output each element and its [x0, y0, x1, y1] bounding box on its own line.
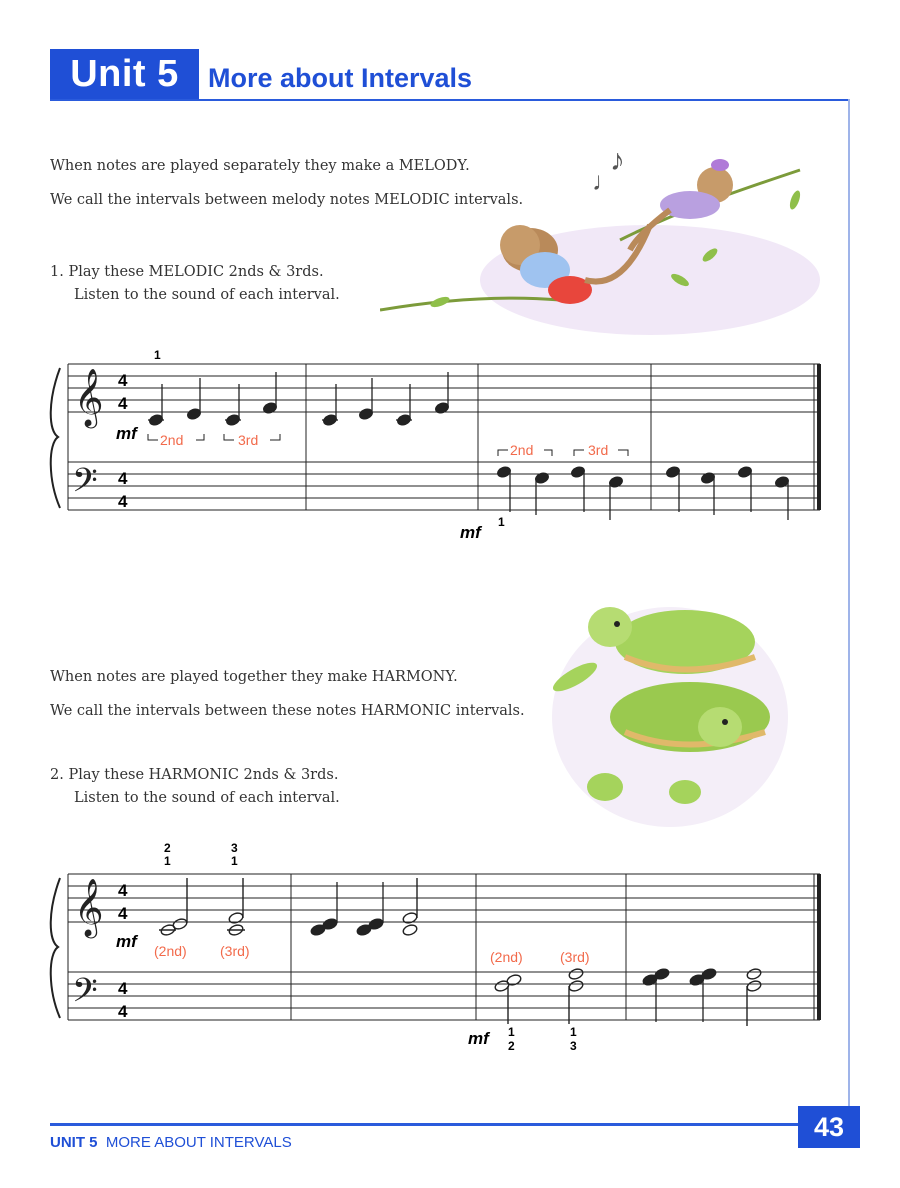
time-sig-treble-top: 4	[118, 881, 128, 900]
melody-text-1: When notes are played separately they make a MELODY.	[50, 158, 470, 174]
interval-label-2nd: (2nd)	[154, 943, 187, 959]
dynamic-mf: mf	[116, 932, 137, 951]
harmony-text-1: When notes are played together they make HARMONY.	[50, 669, 458, 685]
time-sig-treble-bottom: 4	[118, 394, 128, 413]
frame-right-rule	[848, 99, 850, 1106]
finger-number: 3	[570, 1039, 577, 1053]
melody-text-2: We call the intervals between melody notes MELODIC intervals.	[50, 192, 524, 208]
time-sig-bass-top: 4	[118, 979, 128, 998]
exercise-2-listen: Listen to the sound of each interval.	[74, 790, 340, 806]
interval-label-3rd: 3rd	[238, 432, 259, 448]
unit-badge: Unit 5	[50, 49, 199, 99]
finger-number: 2	[508, 1039, 515, 1053]
dynamic-mf: mf	[460, 523, 481, 542]
time-sig-bass-bottom: 4	[118, 1002, 128, 1021]
dynamic-mf: mf	[116, 424, 137, 443]
svg-text:♩: ♩	[592, 166, 618, 196]
score-harmonic	[48, 840, 838, 1060]
time-sig-treble-bottom: 4	[118, 904, 128, 923]
time-sig-bass-top: 4	[118, 469, 128, 488]
exercise-1-listen: Listen to the sound of each interval.	[74, 287, 340, 303]
page-number: 43	[798, 1106, 860, 1148]
svg-text:𝄢: 𝄢	[72, 463, 98, 507]
svg-text:𝄢: 𝄢	[72, 973, 98, 1017]
finger-number: 1	[508, 1025, 515, 1039]
svg-text:𝄞: 𝄞	[74, 369, 104, 425]
harmony-text-2: We call the intervals between these notes HARMONIC intervals.	[50, 703, 525, 719]
svg-text:𝄞: 𝄞	[74, 879, 104, 935]
finger-number: 1	[231, 854, 238, 868]
finger-number: 1	[570, 1025, 577, 1039]
interval-label-3rd: (3rd)	[560, 949, 590, 965]
interval-label-2nd: 2nd	[160, 432, 184, 448]
interval-label-2nd: 2nd	[510, 442, 534, 458]
finger-number: 1	[154, 348, 161, 362]
footer-label	[50, 1134, 292, 1151]
svg-text:♪: ♪	[610, 144, 625, 177]
footer-unit: UNIT 5	[50, 1134, 98, 1151]
time-sig-treble-top: 4	[118, 371, 128, 390]
score-melodic	[48, 340, 838, 550]
turtles-icon	[545, 582, 795, 837]
interval-label-2nd: (2nd)	[490, 949, 523, 965]
finger-number: 3	[231, 841, 238, 855]
finger-number: 2	[164, 841, 171, 855]
frame-top-rule	[50, 99, 850, 101]
monkeys-icon	[380, 130, 820, 340]
interval-label-3rd: (3rd)	[220, 943, 250, 959]
page-title: More about Intervals	[208, 63, 473, 93]
dynamic-mf: mf	[468, 1029, 489, 1048]
exercise-1-instruction: 1. Play these MELODIC 2nds & 3rds.	[50, 264, 324, 280]
finger-number: 1	[498, 515, 505, 529]
time-sig-bass-bottom: 4	[118, 492, 128, 511]
footer-title: MORE ABOUT INTERVALS	[105, 1134, 292, 1151]
finger-number: 1	[164, 854, 171, 868]
exercise-2-instruction: 2. Play these HARMONIC 2nds & 3rds.	[50, 767, 339, 783]
footer-rule	[50, 1123, 798, 1126]
interval-label-3rd: 3rd	[588, 442, 609, 458]
